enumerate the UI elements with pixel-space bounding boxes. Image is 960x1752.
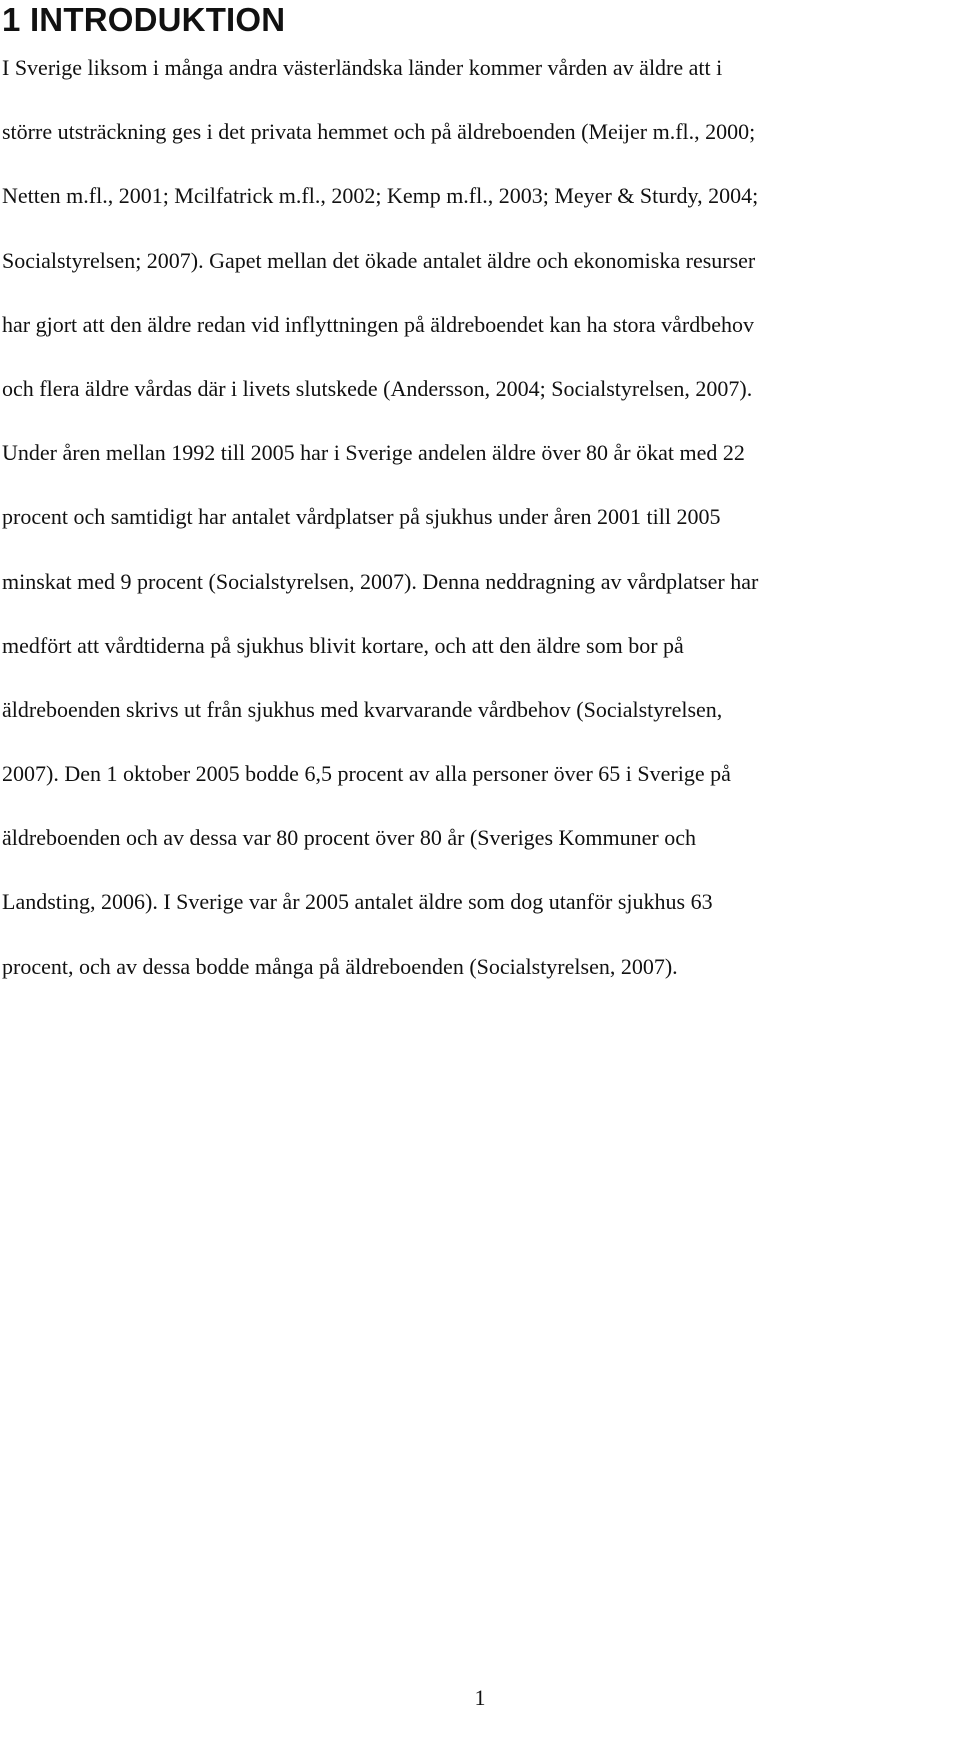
paragraph-line: har gjort att den äldre redan vid inflyttningen på äldreboendet kan ha stora vårdbehov [2,311,755,337]
paragraph-line: procent, och av dessa bodde många på äldreboenden (Socialstyrelsen, 2007). [2,953,678,979]
section-number: 1 [2,1,21,38]
paragraph-line: minskat med 9 procent (Socialstyrelsen, 2007). Denna neddragning av vårdplatser har [2,568,759,594]
paragraph-line: Under åren mellan 1992 till 2005 har i Sverige andelen äldre över 80 år ökat med 22 [2,440,745,466]
paragraph-line: 2007). Den 1 oktober 2005 bodde 6,5 procent av alla personer över 65 i Sverige på [2,761,731,787]
paragraph-line: procent och samtidigt har antalet vårdplatser på sjukhus under åren 2001 till 2005 [2,504,721,530]
section-title: INTRODUKTION [29,1,286,38]
introduction-paragraph [2,40,954,1003]
paragraph-line: I Sverige liksom i många andra västerländska länder kommer vården av äldre att i [2,55,723,80]
paragraph-line: och flera äldre vårdas där i livets slutskede (Andersson, 2004; Socialstyrelsen, 2007). [2,375,753,401]
paragraph-line: äldreboenden skrivs ut från sjukhus med kvarvarande vårdbehov (Socialstyrelsen, [2,696,723,722]
paragraph-line: Socialstyrelsen; 2007). Gapet mellan det ökade antalet äldre och ekonomiska resurser [2,247,756,273]
paragraph-line: Landsting, 2006). I Sverige var år 2005 antalet äldre som dog utanför sjukhus 63 [2,889,713,915]
section-heading [2,0,285,40]
page-number: 1 [474,1685,486,1710]
paragraph-line: större utsträckning ges i det privata hemmet och på äldreboenden (Meijer m.fl., 2000; [2,119,756,145]
paragraph-line: äldreboenden och av dessa var 80 procent över 80 år (Sveriges Kommuner och [2,825,696,851]
paragraph-line: Netten m.fl., 2001; Mcilfatrick m.fl., 2002; Kemp m.fl., 2003; Meyer & Sturdy, 2004; [2,183,759,209]
paragraph-line: medfört att vårdtiderna på sjukhus blivit kortare, och att den äldre som bor på [2,632,684,658]
